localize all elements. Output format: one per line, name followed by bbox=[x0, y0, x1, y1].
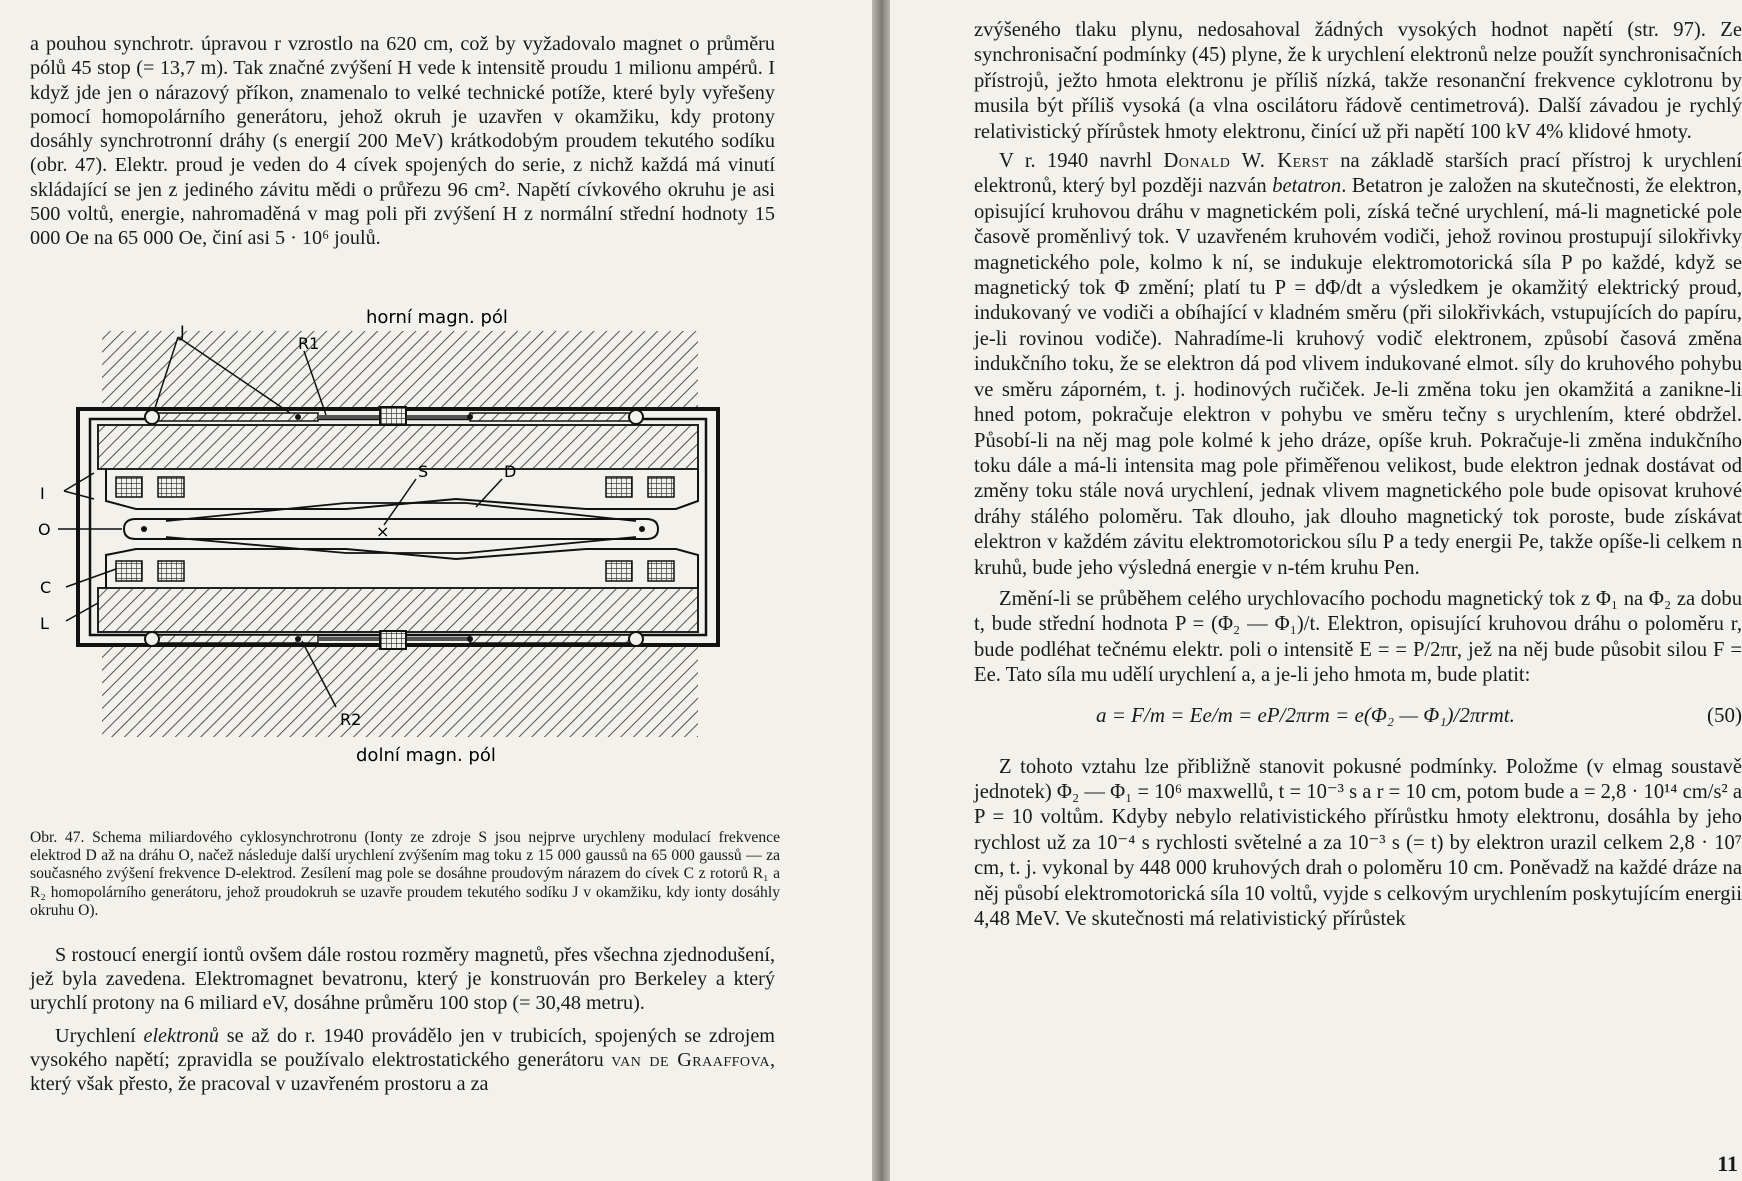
bottom-bar-left bbox=[152, 635, 318, 643]
bottom-bar-right bbox=[470, 635, 636, 643]
label-j: J bbox=[180, 321, 185, 341]
para2-text-c: . Betatron je založen na skutečnosti, že elektron, opisující kruhovou dráhu v magnetickém poli, získá tečné urychlení, má-li magnetické pole časově proměnlivý tok. V uzavřeném kruhovém vodiči, jehož rovinou prostupují silokřivky magnetického pole, kolmo k ní, se indukuje elektromotorická síla P po každé, když se magnetický tok Φ změní; platí tu P = dΦ/dt a výsledkem je okamžitý elektrický proud, indukovaný ve vodiči a obíhající v kladném směru (při silokřivkách, vstupujících do papíru, je-li rovinou vodiče). Nahradíme-li kruhový vodič elektronem, způsobí časová změna indukčního toku, že se elektron dá pod vlivem indukované elmot. síly do kruhového pohybu ve směru záporném, t. j. hodinových ručiček. Je-li změna toku jen okamžitá a zanikne-li hned potom, pokračuje elektron v pohybu ve směru tečny s urychlením, které obdržel. Působí-li na něj mag pole kolmé k jeho dráze, opíše kruh. Pokračuje-li změna indukčního toku dále a má-li intensita mag pole přiměřenou velikost, bude elektron jednak dostávat od změny toku stále nová urychlení, jednak vlivem magnetického pole bude opisovat kruhové dráhy stálého poloměru. Tak dlouho, jak dlouho magnetický tok poroste, bude získávat elektron v každém závitu elektromotorickou sílu P a tedy energii Pe, takže opíše-li celkem n kruhů, bude jeho výsledná energie v n-tém kruhu Pen. bbox=[974, 175, 1742, 579]
right-paragraph-1: zvýšeného tlaku plynu, nedosahoval žádných vysokých hodnot napětí (str. 97). Ze synchronisační podmínky (45) plyne, že k urychlení elektronů nelze použít synchronisačních přístrojů, ježto hmota elektronu je příliš nízká, takže resonanční frekvence cyklotronu by musila být příliš vysoká (a vlna oscilátoru řádově centimetrová). Další závadou je rychlý relativistický přírůstek hmoty elektronu, činící už při napětí 100 kV 4% klidové hmoty. bbox=[974, 19, 1742, 143]
figure-caption: Obr. 47. Schema miliardového cyklosynchrotronu (Ionty ze zdroje S jsou nejprve urychleny modulací frekvence elektrod D až na dráhu O, načež následuje další urychlení zvýšením mag toku z 15 000 gaussů na 65 000 gaussů — za současného zvýšení frekvence D-elektrod. Zesílení mag pole se dosáhne proudovým nárazem do cívek C z rotorů R₁ a R₂ homopolárního generátoru, jehož proudokruh se uzavře proudem tekutého sodíku J v okamžiku, kdy ionty dosáhly okruhu O). bbox=[30, 828, 780, 920]
label-top-pole: horní magn. pól bbox=[366, 306, 508, 328]
coil-upper-right-2 bbox=[648, 477, 674, 497]
label-i: I bbox=[40, 483, 45, 503]
joint-dot-2 bbox=[467, 414, 473, 420]
equation-50 bbox=[974, 689, 1742, 733]
coil-upper-left-2 bbox=[158, 477, 184, 497]
joint-dot-1 bbox=[295, 414, 301, 420]
joint-dot-4 bbox=[467, 636, 473, 642]
right-paragraph-2 bbox=[974, 149, 1742, 581]
para2-emphasis: betatron bbox=[1272, 175, 1342, 198]
top-bar-right bbox=[470, 413, 636, 421]
right-paragraph-3: Změní-li se průběhem celého urychlovacího pochodu magnetický tok z Φ₁ na Φ₂ za dobu t, bude střední hodnota P = (Φ₂ — Φ₁)/t. Elektron, opisující kruhovou dráhu o poloměru r, bude podléhat tečnému elektr. poli o intensitě E = = P/2πr, jež na něj bude působit silou F = Ee. Tato síla mu udělí urychlení a, a je-li jeho hmota m, bude platit: bbox=[974, 587, 1742, 687]
orbit-o bbox=[124, 519, 658, 539]
source-cross: × bbox=[376, 521, 390, 541]
upper-pole-hatch bbox=[102, 331, 698, 409]
coil-upper-left-1 bbox=[116, 477, 142, 497]
para3-smallcaps: van de Graaffova bbox=[611, 1048, 770, 1071]
coil-lower-left-2 bbox=[158, 561, 184, 581]
label-c: C bbox=[40, 577, 52, 597]
beam-dot-right bbox=[639, 526, 645, 532]
para2-text-b: na základě starších prací přístroj k urychlení elektronů, který byl později nazván bbox=[974, 150, 1742, 198]
para3-emphasis: elektronů bbox=[143, 1024, 219, 1047]
para3-text-a: Urychlení bbox=[55, 1024, 136, 1047]
sodium-contact-left-bottom bbox=[145, 632, 159, 646]
sodium-contact-left-top bbox=[145, 410, 159, 424]
label-r2: R2 bbox=[340, 709, 362, 729]
right-paragraph-4: Z tohoto vztahu lze přibližně stanovit pokusné podmínky. Položme (v elmag soustavě jednotek) Φ₂ — Φ₁ = 10⁶ maxwellů, t = 10⁻³ s a r = 10 cm, potom bude a = 2,8 · 10¹⁴ cm/s² a P = 10 voltům. Kdyby nebylo relativistického přírůstku hmoty elektronu, dosáhla by jeho rychlost už za 10⁻⁴ s rychlosti světelné a za 10⁻³ s (= t) by elektron urazil celkem 2,8 · 10⁷ cm, t. j. vykonal by 448 000 kruhových drah o poloměru 10 cm. Poněvadž na každé dráze na něj působí elektromotorická síla 10 voltů, vyjde s celkovým urychlením poskytujícím energii 4,48 MeV. Ve skutečnosti má relativistický přírůstek bbox=[974, 755, 1742, 930]
label-l: L bbox=[40, 613, 49, 633]
rotor-r1 bbox=[380, 407, 406, 425]
label-o: O bbox=[38, 519, 51, 539]
upper-core-hatch bbox=[98, 425, 698, 469]
para2-text-a: V r. 1940 navrhl bbox=[999, 150, 1153, 173]
page-number: 11 bbox=[1717, 1151, 1738, 1176]
coil-lower-right-1 bbox=[606, 561, 632, 581]
para3-text-c: , který však přesto, že pracoval v uzavřeném prostoru a za bbox=[30, 1048, 775, 1096]
rotor-r2 bbox=[380, 631, 406, 649]
cyclosynchrotron-diagram bbox=[36, 303, 806, 823]
joint-dot-3 bbox=[295, 636, 301, 642]
beam-dot-left bbox=[141, 526, 147, 532]
equation-number: (50) bbox=[1707, 702, 1742, 727]
equation-text: a = F/m = Ee/m = eP/2πrm = e(Φ₂ — Φ₁)/2πrmt. bbox=[1096, 702, 1515, 727]
label-r1: R1 bbox=[298, 333, 320, 353]
coil-lower-right-2 bbox=[648, 561, 674, 581]
label-s: S bbox=[418, 461, 429, 481]
coil-upper-right-1 bbox=[606, 477, 632, 497]
label-d: D bbox=[504, 461, 517, 481]
sodium-contact-right-bottom bbox=[629, 632, 643, 646]
lower-core-hatch bbox=[98, 588, 698, 632]
left-paragraph-1: a pouhou synchrotr. úpravou r vzrostlo na 620 cm, což by vyžadovalo magnet o průměru pólů 45 stop (= 13,7 m). Tak značné zvýšení H vede k intensitě proudu 1 milionu ampérů. I když jde jen o nárazový příkon, znamenalo to velké technické potíže, které byly vyřešeny pomocí homopolárního generátoru, jehož okruh je uzavřen v okamžiku, kdy protony dosáhly synchrotronní dráhy (s energií 200 MeV) krátkodobým proudem tekutého sodíku (obr. 47). Elektr. proud je veden do 4 cívek spojených do serie, z nichž každá má vinutí skládající se jen z jediného závitu mědi o průřezu 96 cm². Napětí cívkového okruhu je asi 500 voltů, energie, nahromaděná v mag poli při zvýšení H z normální střední hodnoty 15 000 Oe na 65 000 Oe, činí asi 5 · 10⁶ joulů. bbox=[30, 33, 775, 250]
para3-text-b: se až do r. 1940 provádělo jen v trubicích, spojených se zdrojem vysokého napětí; zpravidla se používalo elektrostatického generátoru bbox=[30, 1024, 775, 1071]
para2-smallcaps: Donald W. Kerst bbox=[1163, 150, 1329, 173]
left-paragraph-3 bbox=[30, 1024, 775, 1097]
figure-47 bbox=[36, 303, 806, 823]
coil-lower-left-1 bbox=[116, 561, 142, 581]
label-bottom-pole: dolní magn. pól bbox=[356, 744, 496, 766]
top-bar-left bbox=[152, 413, 318, 421]
left-paragraph-2: S rostoucí energií iontů ovšem dále rostou rozměry magnetů, přes všechna zjednodušení, jež byla zavedena. Elektromagnet bevatronu, který je konstruován pro Berkeley a který urychlí protony na 6 miliard eV, dosáhne průměru 100 stop (= 30,48 metru). bbox=[30, 943, 775, 1015]
lower-pole-hatch bbox=[102, 645, 698, 737]
right-page bbox=[890, 0, 1742, 1181]
sodium-contact-right-top bbox=[629, 410, 643, 424]
